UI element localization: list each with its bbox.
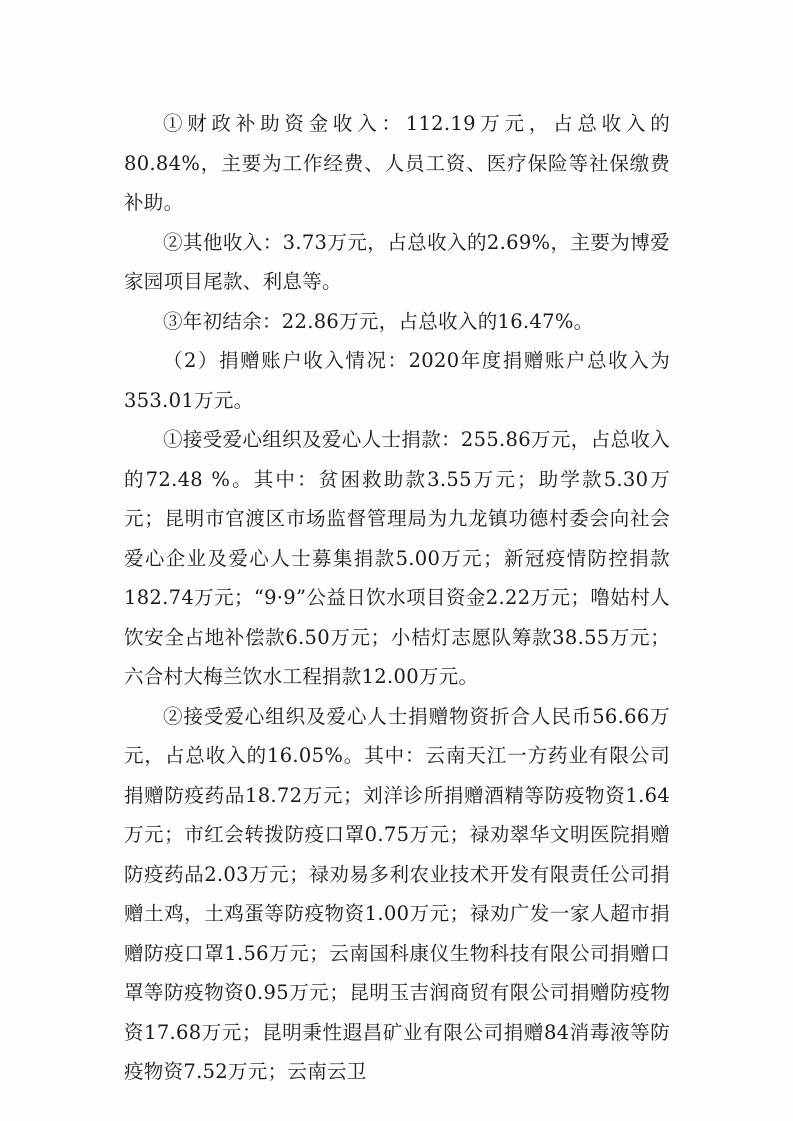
paragraph-opening-balance: ③年初结余：22.86万元，占总收入的16.47%。 (163, 309, 594, 333)
document-body (124, 104, 670, 1092)
paragraph-fiscal-subsidy: ①财政补助资金收入：112.19万元，占总收入的80.84%，主要为工作经费、人员工资、医疗保险等社保缴费补助。 (124, 112, 670, 214)
paragraph-in-kind-donations: ②接受爱心组织及爱心人士捐赠物资折合人民币56.66万元，占总收入的16.05%。其中：云南天江一方药业有限公司捐赠防疫药品18.72万元；刘洋诊所捐赠酒精等防疫物资1.64万元；市红会转拨防疫口罩0.75万元；禄劝翠华文明医院捐赠防疫药品2.03万元；禄劝易多利农业技术开发有限责任公司捐赠土鸡，土鸡蛋等防疫物资1.00万元；禄劝广发一家人超市捐赠防疫口罩1.56万元；云南国科康仪生物科技有限公司捐赠口罩等防疫物资0.95万元；昆明玉吉润商贸有限公司捐赠防疫物资17.68万元；昆明秉性遐昌矿业有限公司捐赠84消毒液等防疫物资7.52万元；云南云卫 (124, 704, 670, 1083)
paragraph-donation-account: （2）捐赠账户收入情况：2020年度捐赠账户总收入为353.01万元。 (124, 349, 670, 412)
paragraph-other-income: ②其他收入：3.73万元，占总收入的2.69%，主要为博爱家园项目尾款、利息等。 (124, 230, 670, 293)
paragraph-cash-donations: ①接受爱心组织及爱心人士捐款：255.86万元，占总收入的72.48 %。其中：贫困救助款3.55万元；助学款5.30万元；昆明市官渡区市场监督管理局为九龙镇功德村委会向社会爱心企业及爱心人士募集捐款5.00万元；新冠疫情防控捐款182.74万元；“9·9”公益日饮水项目资金2.22万元；噜姑村人饮安全占地补偿款6.50万元；小桔灯志愿队筹款38.55万元；六合村大梅兰饮水工程捐款12.00万元。 (124, 428, 670, 688)
